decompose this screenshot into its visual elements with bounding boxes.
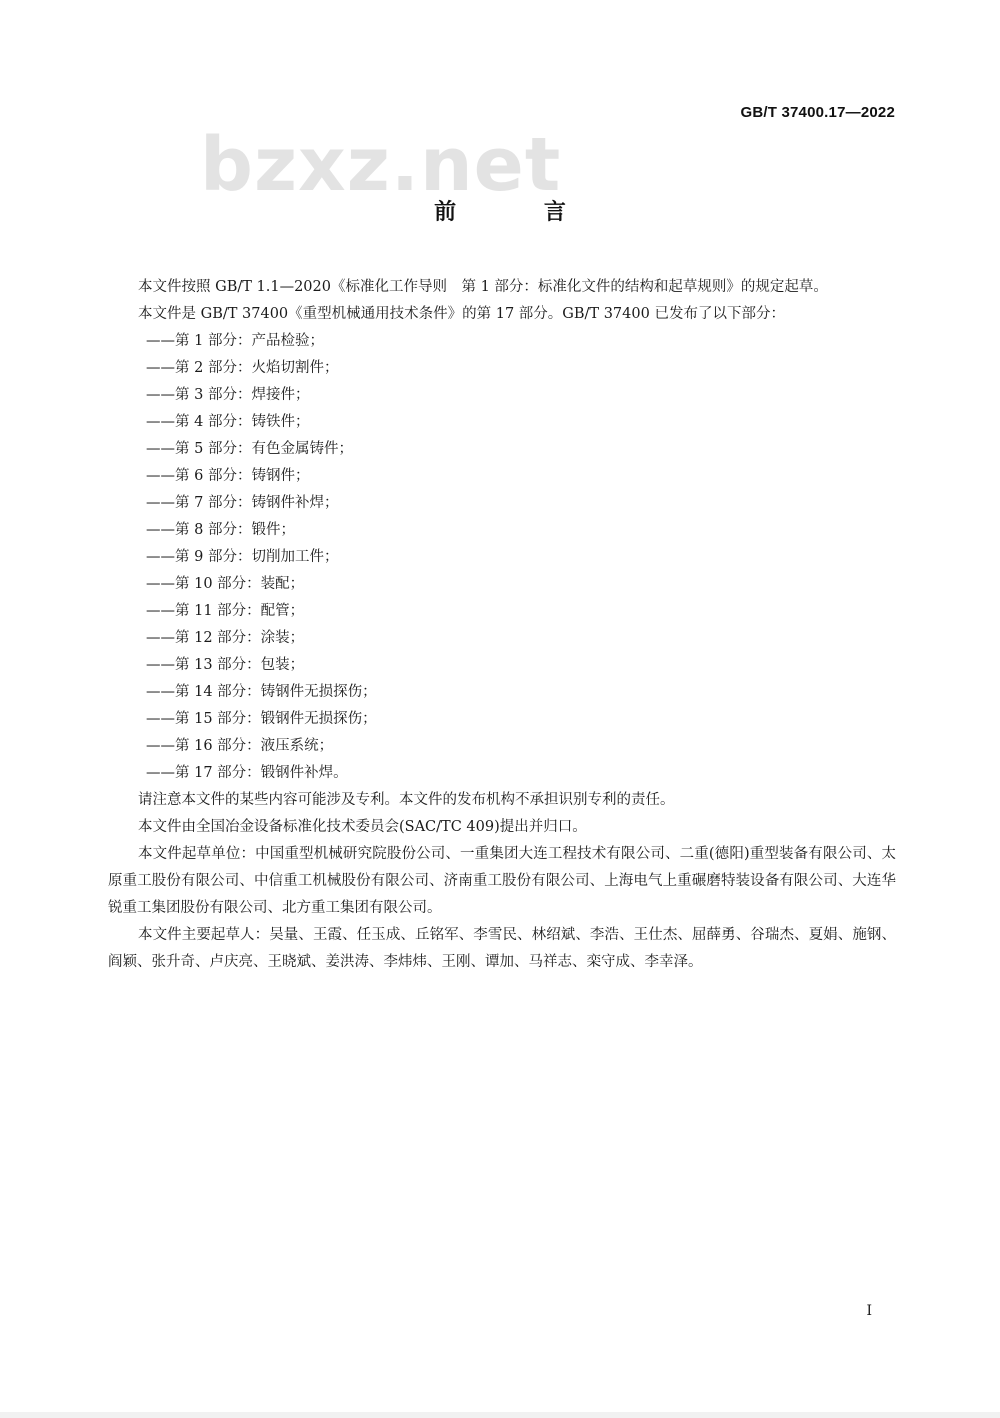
page-bottom-edge bbox=[0, 1412, 1000, 1418]
list-item: ——第 11 部分：配管； bbox=[146, 603, 305, 619]
page-number: I bbox=[866, 1303, 872, 1319]
list-item: ——第 12 部分：涂装； bbox=[146, 630, 305, 646]
watermark: bzxz.net bbox=[200, 122, 562, 208]
paragraph-drafters: 本文件主要起草人：吴量、王霞、任玉成、丘铭军、李雪民、林绍斌、李浩、王仕杰、屈薛勇、谷瑞杰、夏娟、施钢、阎颖、张升奇、卢庆亮、王晓斌、姜洪涛、李炜炜、王刚、谭加、马祥志、栾守成、李幸泽。 bbox=[108, 927, 896, 970]
paragraph-committee: 本文件由全国冶金设备标准化技术委员会(SAC/TC 409)提出并归口。 bbox=[138, 819, 587, 835]
paragraph-patent-notice: 请注意本文件的某些内容可能涉及专利。本文件的发布机构不承担识别专利的责任。 bbox=[138, 792, 675, 808]
list-item: ——第 10 部分：装配； bbox=[146, 576, 305, 592]
paragraph-series-intro: 本文件是 GB/T 37400《重型机械通用技术条件》的第 17 部分。GB/T 37400 已发布了以下部分： bbox=[138, 306, 785, 322]
list-item: ——第 13 部分：包装； bbox=[146, 657, 305, 673]
page-title: 前 言 bbox=[434, 200, 606, 225]
list-item: ——第 5 部分：有色金属铸件； bbox=[146, 441, 353, 457]
standard-code: GB/T 37400.17—2022 bbox=[740, 104, 895, 121]
list-item: ——第 15 部分：锻钢件无损探伤； bbox=[146, 711, 377, 727]
list-item: ——第 14 部分：铸钢件无损探伤； bbox=[146, 684, 377, 700]
list-item: ——第 7 部分：铸钢件补焊； bbox=[146, 495, 339, 511]
paragraph-drafting-rules: 本文件按照 GB/T 1.1—2020《标准化工作导则 第 1 部分：标准化文件的结构和起草规则》的规定起草。 bbox=[138, 279, 828, 295]
list-item: ——第 17 部分：锻钢件补焊。 bbox=[146, 765, 348, 781]
paragraph-drafting-units: 本文件起草单位：中国重型机械研究院股份公司、一重集团大连工程技术有限公司、二重(德阳)重型装备有限公司、太原重工股份有限公司、中信重工机械股份有限公司、济南重工股份有限公司、上海电气上重碾磨特装设备有限公司、大连华锐重工集团股份有限公司、北方重工集团有限公司。 bbox=[108, 846, 896, 916]
list-item: ——第 3 部分：焊接件； bbox=[146, 387, 310, 403]
document-body bbox=[108, 274, 896, 976]
list-item: ——第 6 部分：铸钢件； bbox=[146, 468, 310, 484]
list-item: ——第 2 部分：火焰切割件； bbox=[146, 360, 339, 376]
list-item: ——第 9 部分：切削加工件； bbox=[146, 549, 339, 565]
list-item: ——第 8 部分：锻件； bbox=[146, 522, 295, 538]
list-item: ——第 4 部分：铸铁件； bbox=[146, 414, 310, 430]
list-item: ——第 1 部分：产品检验； bbox=[146, 333, 324, 349]
list-item: ——第 16 部分：液压系统； bbox=[146, 738, 334, 754]
parts-list bbox=[108, 328, 896, 787]
